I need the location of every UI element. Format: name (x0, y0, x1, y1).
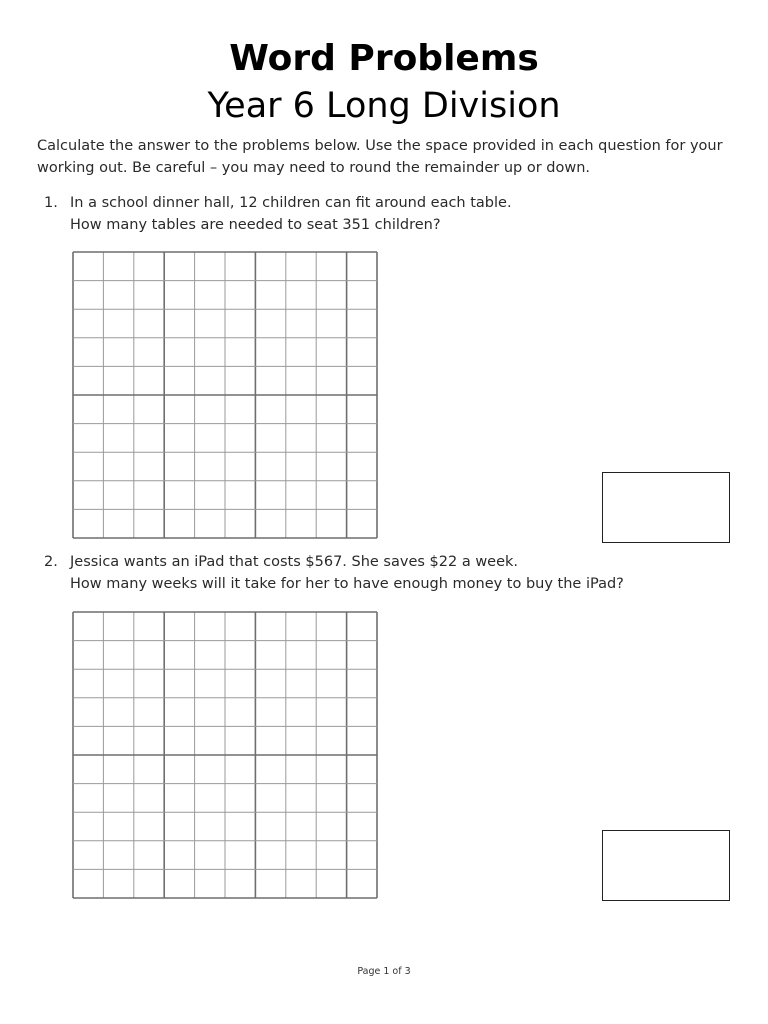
question-1-line-1: In a school dinner hall, 12 children can fit around each table. (70, 195, 512, 211)
worksheet-title: Word Problems (229, 38, 539, 79)
question-1-text (70, 192, 734, 236)
worksheet-subtitle: Year 6 Long Division (207, 86, 561, 126)
working-out-grid-2[interactable] (72, 611, 378, 899)
working-out-grid-1[interactable] (72, 251, 378, 539)
question-2-line-1: Jessica wants an iPad that costs $567. She saves $22 a week. (70, 554, 519, 570)
question-2-line-2: How many weeks will it take for her to have enough money to buy the iPad? (70, 576, 624, 592)
question-1-line-2: How many tables are needed to seat 351 children? (70, 217, 441, 233)
question-2-text (70, 551, 734, 595)
answer-box-2[interactable] (602, 830, 730, 901)
instructions-line-2: working out. Be careful – you may need to round the remainder up or down. (37, 160, 591, 176)
page-number: Page 1 of 3 (357, 966, 411, 977)
question-1-number: 1. (44, 195, 58, 211)
answer-box-1[interactable] (602, 472, 730, 543)
question-2 (44, 551, 734, 595)
instructions-line-1: Calculate the answer to the problems below. Use the space provided in each question for your (37, 138, 723, 154)
instructions (37, 135, 737, 179)
question-2-number: 2. (44, 554, 58, 570)
question-1 (44, 192, 734, 236)
